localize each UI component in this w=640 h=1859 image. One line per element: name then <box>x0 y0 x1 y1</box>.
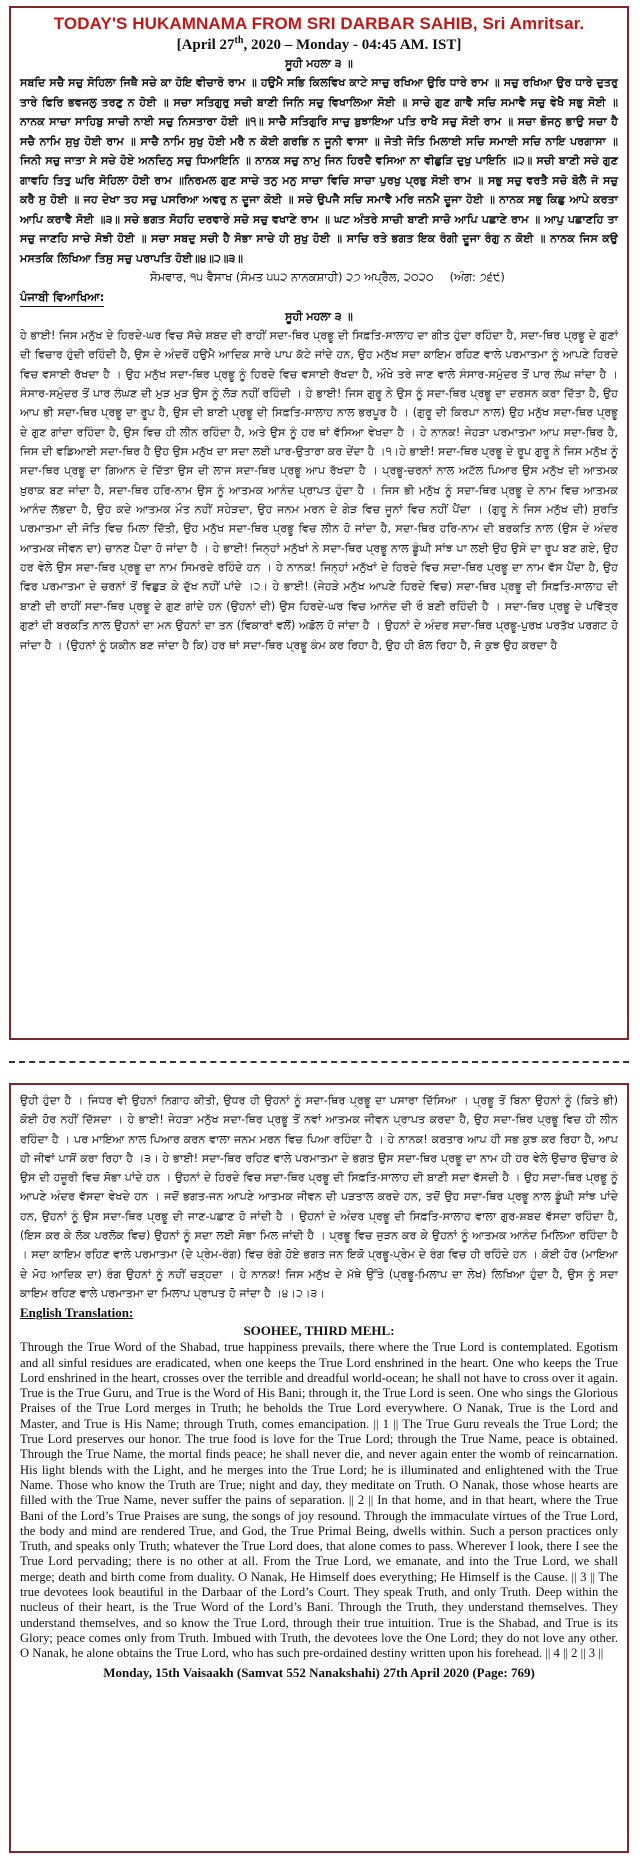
english-footer-date: Monday, 15th Vaisaakh (Samvat 552 Nanakshahi) 27th April 2020 (Page: 769) <box>103 1664 535 1680</box>
english-translation-text: Through the True Word of the Shabad, true happiness prevails, there where the True Lord is contemplated. Egotism and all sinful residues are eradicated, when one keeps the True Lord enshrined in the heart. One who keeps the True Lord enshrined in the heart, crosses over the terrible and dreadful world-ocean; he shall not have to cross over it again. True is the True Guru, and True is the Word of His Bani; through it, the True Lord is seen. One who sings the Glorious Praises of the True Lord merges in Truth; he beholds the True Lord everywhere. O Nanak, True is the Lord and Master, and True is His Name; through Truth, comes emancipation. || 1 || The True Guru reveals the True Lord; the True Lord preserves our honor. The true food is love for the True Lord; through the True Name, peace is obtained. Through the True Name, the mortal finds peace; he shall never die, and never again enter the womb of reincarnation. His light blends with the Light, and he merges into the True Lord; he is illuminated and enlightened with the True Name. Those who know the Truth are True; night and day, they meditate on Truth. O Nanak, those whose hearts are filled with the True Name, never suffer the pains of separation. || 2 || In that home, and in that heart, where the True Bani of the Lord’s True Praises are sung, the songs of joy resound. Through the immaculate virtues of the True Lord, the body and mind are rendered True, and God, the True Primal Being, dwells within. Such a person practices only Truth, and speaks only Truth; whatever the True Lord does, that alone comes to pass. Wherever I look, there I see the True Lord pervading; there is no other at all. From the True Lord, we emanate, and into the True Lord, we shall merge; death and birth come from duality. O Nanak, He Himself does everything; He Himself is the Cause. || 3 || The true devotees look beautiful in the Darbaar of the Lord’s Court. They speak Truth, and only Truth. Deep within the nucleus of their heart, is the True Word of the Lord’s Bani. Through the Truth, they understand themselves. They understand themselves, and so know the True Lord, through their true intuition. True is the Shabad, and True is its Glory; peace comes only from Truth. Imbued with Truth, the devotees love the One Lord; they do not love any other. O Nanak, he alone obtains the True Lord, who has such pre-ordained destiny written upon his forehead. || 4 || 2 || 3 || <box>20 1340 618 1661</box>
vyakhya-text-part2: ਉਹੀ ਹੁੰਦਾ ਹੈ । ਜਿਧਰ ਵੀ ਉਹਨਾਂ ਨਿਗਾਹ ਕੀਤੀ, ਉਧਰ ਹੀ ਉਹਨਾਂ ਨੂੰ ਸਦਾ-ਥਿਰ ਪ੍ਰਭੂ ਦਾ ਪਸਾਰਾ ਦਿੱਸਿਆ । ਪ੍ਰਭੂ ਤੋਂ ਬਿਨਾ ਉਹਨਾਂ ਨੂੰ (ਕਿਤੇ ਭੀ) ਕੋਈ ਹੋਰ ਨਹੀਂ ਦਿੱਸਦਾ । ਹੇ ਭਾਈ! ਜੇਹੜਾ ਮਨੁੱਖ ਸਦਾ-ਥਿਰ ਪ੍ਰਭੂ ਤੋਂ ਨਵਾਂ ਆਤਮਕ ਜੀਵਨ ਪ੍ਰਾਪਤ ਕਰਦਾ ਹੈ, ਉਹ ਸਦਾ-ਥਿਰ ਪ੍ਰਭੂ ਵਿਚ ਹੀ ਲੀਨ ਰਹਿੰਦਾ ਹੈ । ਪਰ ਮਾਇਆ ਨਾਲ ਪਿਆਰ ਕਰਨ ਵਾਲਾ ਜਨਮ ਮਰਨ ਵਿਚ ਪਿਆ ਰਹਿੰਦਾ ਹੈ । ਹੇ ਨਾਨਕ! ਕਰਤਾਰ ਆਪ ਹੀ ਸਭ ਕੁਝ ਕਰ ਰਿਹਾ ਹੈ, ਆਪ ਹੀ ਜੀਵਾਂ ਪਾਸੋਂ ਕਰਾ ਰਿਹਾ ਹੈ ।੩। ਹੇ ਭਾਈ! ਸਦਾ-ਥਿਰ ਰਹਿਣ ਵਾਲੇ ਪਰਮਾਤਮਾ ਦੇ ਭਗਤ ਉਸ ਸਦਾ-ਥਿਰ ਪ੍ਰਭੂ ਦਾ ਨਾਮ ਹੀ ਹਰ ਵੇਲੇ ਉਚਾਰ ਉਚਾਰ ਕੇ ਉਸ ਦੀ ਹਜ਼ੂਰੀ ਵਿਚ ਸੋਭਾ ਪਾਂਦੇ ਹਨ । ਉਹਨਾਂ ਦੇ ਹਿਰਦੇ ਵਿਚ ਸਦਾ-ਥਿਰ ਪ੍ਰਭੂ ਦੀ ਸਿਫ਼ਤਿ-ਸਾਲਾਹ ਦੀ ਬਾਣੀ ਸਦਾ ਵੱਸਦੀ ਹੈ । ਉਹ ਸਦਾ-ਥਿਰ ਪ੍ਰਭੂ ਨੂੰ ਆਪਣੇ ਅੰਦਰ ਵੱਸਦਾ ਵੇਖਦੇ ਹਨ । ਜਦੋਂ ਭਗਤ-ਜਨ ਆਪਣੇ ਆਤਮਕ ਜੀਵਨ ਦੀ ਪੜਤਾਲ ਕਰਦੇ ਹਨ, ਤਦੋਂ ਉਹ ਸਦਾ-ਥਿਰ ਪ੍ਰਭੂ ਨਾਲ ਡੂੰਘੀ ਸਾਂਝ ਪਾਂਦੇ ਹਨ, ਉਹਨਾਂ ਨੂੰ ਉਸ ਸਦਾ-ਥਿਰ ਪ੍ਰਭੂ ਦੀ ਜਾਣ-ਪਛਾਣ ਹੋ ਜਾਂਦੀ ਹੈ । ਉਹਨਾਂ ਦੇ ਅੰਦਰ ਪ੍ਰਭੂ ਦੀ ਸਿਫ਼ਤਿ-ਸਾਲਾਹ ਵਾਲਾ ਗੁਰ-ਸ਼ਬਦ ਵੱਸਦਾ ਰਹਿੰਦਾ ਹੈ, (ਇਸ ਕਰ ਕੇ ਲੋਕ ਪਰਲੋਕ ਵਿਚ) ਉਹਨਾਂ ਨੂੰ ਸਦਾ ਲਈ ਸੋਭਾ ਮਿਲ ਜਾਂਦੀ ਹੈ । ਪ੍ਰਭੂ ਵਿਚ ਜੁੜਨ ਕਰ ਕੇ ਉਹਨਾਂ ਨੂੰ ਆਤਮਕ ਆਨੰਦ ਮਿਲਿਆ ਰਹਿੰਦਾ ਹੈ । ਸਦਾ ਕਾਇਮ ਰਹਿਣ ਵਾਲੇ ਪਰਮਾਤਮਾ (ਦੇ ਪ੍ਰੇਮ-ਰੰਗ) ਵਿਚ ਰੰਗੇ ਹੋਏ ਭਗਤ ਜਨ ਇਕੋ ਪ੍ਰਭੂ-ਪ੍ਰੇਮ ਦੇ ਰੰਗ ਵਿਚ ਹੀ ਰਹਿੰਦੇ ਹਨ । ਕੋਈ ਹੋਰ (ਮਾਇਆ ਦੇ ਮੋਹ ਆਦਿਕ ਦਾ) ਰੰਗ ਉਹਨਾਂ ਨੂੰ ਨਹੀਂ ਚੜ੍ਹਦਾ । ਹੇ ਨਾਨਕ! ਜਿਸ ਮਨੁੱਖ ਦੇ ਮੱਥੇ ਉੱਤੇ (ਪ੍ਰਭੂ-ਮਿਲਾਪ ਦਾ ਲੇਖ) ਲਿਖਿਆ ਹੁੰਦਾ ਹੈ, ਉਸ ਨੂੰ ਸਦਾ ਕਾਇਮ ਰਹਿਣ ਵਾਲੇ ਪਰਮਾਤਮਾ ਦਾ ਮਿਲਾਪ ਪ੍ਰਾਪਤ ਹੋ ਜਾਂਦਾ ਹੈ ।੪।੨।੩। <box>20 1094 618 1300</box>
date-suffix: th <box>234 35 244 46</box>
samvat-date: ਸੋਮਵਾਰ, ੧੫ ਵੈਸਾਖ (ਸੰਮਤ ੫੫੨ ਨਾਨਕਸ਼ਾਹੀ) ੨੭ ਅਪ੍ਰੈਲ, ੨੦੨੦ <box>150 270 434 284</box>
shabad-text: ਸਬਦਿ ਸਚੈ ਸਚੁ ਸੋਹਿਲਾ ਜਿਥੈ ਸਚੇ ਕਾ ਹੋਇ ਵੀਚਾਰੋ ਰਾਮ ॥ ਹਉਮੈ ਸਭਿ ਕਿਲਵਿਖ ਕਾਟੇ ਸਾਚੁ ਰਖਿਆ ਉਰਿ ਧਾਰੇ ਰਾਮ ॥ ਸਚੁ ਰਖਿਆ ਉਰ ਧਾਰੇ ਦੁਤਰੁ ਤਾਰੇ ਫਿਰਿ ਭਵਜਲੁ ਤਰਣੁ ਨ ਹੋਈ ॥ ਸਚਾ ਸਤਿਗੁਰੁ ਸਚੀ ਬਾਣੀ ਜਿਨਿ ਸਚੁ ਵਿਖਾਲਿਆ ਸੋਈ ॥ ਸਾਚੇ ਗੁਣ ਗਾਵੈ ਸਚਿ ਸਮਾਵੈ ਸਚੁ ਵੇਖੈ ਸਭੁ ਸੋਈ ॥ ਨਾਨਕ ਸਾਚਾ ਸਾਹਿਬੁ ਸਾਚੀ ਨਾਈ ਸਚੁ ਨਿਸਤਾਰਾ ਹੋਈ ॥੧॥ ਸਾਚੈ ਸਤਿਗੁਰਿ ਸਾਚੁ ਬੁਝਾਇਆ ਪਤਿ ਰਾਖੈ ਸਚੁ ਸੋਈ ਰਾਮ ॥ ਸਚਾ ਭੋਜਨੁ ਭਾਉ ਸਚਾ ਹੈ ਸਚੈ ਨਾਮਿ ਸੁਖੁ ਹੋਈ ਰਾਮ ॥ ਸਾਚੈ ਨਾਮਿ ਸੁਖੁ ਹੋਈ ਮਰੈ ਨ ਕੋਈ ਗਰਭਿ ਨ ਜੂਨੀ ਵਾਸਾ ॥ ਜੋਤੀ ਜੋਤਿ ਮਿਲਾਈ ਸਚਿ ਸਮਾਈ ਸਚਿ ਨਾਇ ਪਰਗਾਸਾ ॥ ਜਿਨੀ ਸਚੁ ਜਾਤਾ ਸੇ ਸਚੇ ਹੋਏ ਅਨਦਿਨੁ ਸਚੁ ਧਿਆਇਨਿ ॥ ਨਾਨਕ ਸਚੁ ਨਾਮੁ ਜਿਨ ਹਿਰਦੈ ਵਸਿਆ ਨਾ ਵੀਛੁੜਿ ਦੁਖੁ ਪਾਇਨਿ ॥੨॥ ਸਚੀ ਬਾਣੀ ਸਚੇ ਗੁਣ ਗਾਵਹਿ ਤਿਤੁ ਘਰਿ ਸੋਹਿਲਾ ਹੋਈ ਰਾਮ ॥ਨਿਰਮਲ ਗੁਣ ਸਾਚੇ ਤਨੁ ਮਨੁ ਸਾਚਾ ਵਿਚਿ ਸਾਚਾ ਪੁਰਖੁ ਪ੍ਰਭੁ ਸੋਈ ਰਾਮ ॥ ਸਭੁ ਸਚੁ ਵਰਤੈ ਸਚੋ ਬੋਲੈ ਜੋ ਸਚੁ ਕਰੈ ਸੁ ਹੋਈ ॥ ਜਹ ਦੇਖਾ ਤਹ ਸਚੁ ਪਸਰਿਆ ਅਵਰੁ ਨ ਦੂਜਾ ਕੋਈ ॥ ਸਚੇ ਉਪਜੈ ਸਚਿ ਸਮਾਵੈ ਮਰਿ ਜਨਮੈ ਦੂਜਾ ਹੋਈ ॥ ਨਾਨਕ ਸਭੁ ਕਿਛੁ ਆਪੇ ਕਰਤਾ ਆਪਿ ਕਰਾਵੈ ਸੋਈ ॥੩॥ ਸਚੇ ਭਗਤ ਸੋਹਹਿ ਦਰਵਾਰੇ ਸਚੋ ਸਚੁ ਵਖਾਣੇ ਰਾਮ ॥ ਘਟ ਅੰਤਰੇ ਸਾਚੀ ਬਾਣੀ ਸਾਚੋ ਆਪਿ ਪਛਾਣੇ ਰਾਮ ॥ ਆਪੁ ਪਛਾਣਹਿ ਤਾ ਸਚੁ ਜਾਣਹਿ ਸਾਚੇ ਸੋਝੀ ਹੋਈ ॥ ਸਚਾ ਸਬਦੁ ਸਚੀ ਹੈ ਸੋਭਾ ਸਾਚੇ ਹੀ ਸੁਖੁ ਹੋਈ ॥ ਸਾਚਿ ਰਤੇ ਭਗਤ ਇਕ ਰੰਗੀ ਦੂਜਾ ਰੰਗੁ ਨ ਕੋਈ ॥ ਨਾਨਕ ਜਿਸ ਕਉ ਮਸਤਕਿ ਲਿਖਿਆ ਤਿਸੁ ਸਚੁ ਪਰਾਪਤਿ ਹੋਈ॥੪॥੨॥੩॥ <box>20 76 618 265</box>
vyakhya-text-part1: ਹੇ ਭਾਈ! ਜਿਸ ਮਨੁੱਖ ਦੇ ਹਿਰਦੇ-ਘਰ ਵਿਚ ਸੱਚੇ ਸ਼ਬਦ ਦੀ ਰਾਹੀਂ ਸਦਾ-ਥਿਰ ਪ੍ਰਭੂ ਦੀ ਸਿਫ਼ਤਿ-ਸਾਲਾਹ ਦਾ ਗੀਤ ਹੁੰਦਾ ਰਹਿੰਦਾ ਹੈ, ਸਦਾ-ਥਿਰ ਪ੍ਰਭੂ ਦੇ ਗੁਣਾਂ ਦੀ ਵਿਚਾਰ ਹੁੰਦੀ ਰਹਿੰਦੀ ਹੈ, ਉਸ ਦੇ ਅੰਦਰੋਂ ਹਉਮੈ ਆਦਿਕ ਸਾਰੇ ਪਾਪ ਕੱਟੇ ਜਾਂਦੇ ਹਨ, ਉਹ ਮਨੁੱਖ ਸਦਾ ਕਾਇਮ ਰਹਿਣ ਵਾਲੇ ਪਰਮਾਤਮਾ ਨੂੰ ਆਪਣੇ ਹਿਰਦੇ ਵਿਚ ਵਸਾਈ ਰੱਖਦਾ ਹੈ । ਉਹ ਮਨੁੱਖ ਸਦਾ-ਥਿਰ ਪ੍ਰਭੂ ਨੂੰ ਹਿਰਦੇ ਵਿਚ ਵਸਾਈ ਰੱਖਦਾ ਹੈ, ਔਖੇ ਤਰੇ ਜਾਣ ਵਾਲੇ ਸੰਸਾਰ-ਸਮੁੰਦਰ ਤੋਂ ਪਾਰ ਲੰਘ ਜਾਂਦਾ ਹੈ । ਸੰਸਾਰ-ਸਮੁੰਦਰ ਤੋਂ ਪਾਰ ਲੰਘਣ ਦੀ ਮੁੜ ਮੁੜ ਉਸ ਨੂੰ ਲੋੜ ਨਹੀਂ ਰਹਿੰਦੀ । ਹੇ ਭਾਈ! ਜਿਸ ਗੁਰੂ ਨੇ ਉਸ ਨੂੰ ਸਦਾ-ਥਿਰ ਪ੍ਰਭੂ ਦਾ ਦਰਸਨ ਕਰਾ ਦਿੱਤਾ ਹੈ, ਉਹ ਆਪ ਭੀ ਸਦਾ-ਥਿਰ ਪ੍ਰਭੂ ਦਾ ਰੂਪ ਹੈ, ਉਸ ਦੀ ਬਾਣੀ ਪ੍ਰਭੂ ਦੀ ਸਿਫ਼ਤਿ-ਸਾਲਾਹ ਨਾਲ ਭਰਪੂਰ ਹੈ । (ਗੁਰੂ ਦੀ ਕਿਰਪਾ ਨਾਲ) ਉਹ ਮਨੁੱਖ ਸਦਾ-ਥਿਰ ਪ੍ਰਭੂ ਦੇ ਗੁਣ ਗਾਂਦਾ ਰਹਿੰਦਾ ਹੈ, ਉਸ ਵਿਚ ਹੀ ਲੀਨ ਰਹਿੰਦਾ ਹੈ, ਅਤੇ ਉਸ ਨੂੰ ਹਰ ਥਾਂ ਵੱਸਿਆ ਵੇਖਦਾ ਹੈ । ਹੇ ਨਾਨਕ! ਜੇਹੜਾ ਪਰਮਾਤਮਾ ਆਪ ਸਦਾ-ਥਿਰ ਹੈ, ਜਿਸ ਦੀ ਵਡਿਆਈ ਸਦਾ-ਥਿਰ ਹੈ ਉਹ ਉਸ ਮਨੁੱਖ ਦਾ ਸਦਾ ਲਈ ਪਾਰ-ਉਤਾਰਾ ਕਰ ਦੇਂਦਾ ਹੈ ।੧।ਹੇ ਭਾਈ! ਸਦਾ-ਥਿਰ ਪ੍ਰਭੂ ਦੇ ਰੂਪ ਗੁਰੂ ਨੇ ਜਿਸ ਮਨੁੱਖ ਨੂੰ ਸਦਾ-ਥਿਰ ਪ੍ਰਭੂ ਦਾ ਗਿਆਨ ਦੇ ਦਿੱਤਾ ਉਸ ਦੀ ਲਾਜ ਸਦਾ-ਥਿਰ ਪ੍ਰਭੂ ਆਪ ਰੱਖਦਾ ਹੈ । ਪ੍ਰਭੂ-ਚਰਨਾਂ ਨਾਲ ਅਟੱਲ ਪਿਆਰ ਉਸ ਮਨੁੱਖ ਦੀ ਆਤਮਕ ਖ਼ੁਰਾਕ ਬਣ ਜਾਂਦਾ ਹੈ, ਸਦਾ-ਥਿਰ ਹਰਿ-ਨਾਮ ਉਸ ਨੂੰ ਆਤਮਕ ਆਨੰਦ ਪ੍ਰਾਪਤ ਹੁੰਦਾ ਹੈ । ਜਿਸ ਭੀ ਮਨੁੱਖ ਨੂੰ ਸਦਾ-ਥਿਰ ਪ੍ਰਭੂ ਦੇ ਨਾਮ ਵਿਚ ਆਤਮਕ ਆਨੰਦ ਲੱਭਦਾ ਹੈ, ਉਹ ਕਦੇ ਆਤਮਕ ਮੌਤ ਨਹੀਂ ਸਹੇੜਦਾ, ਉਹ ਜਨਮ ਮਰਨ ਦੇ ਗੇੜ ਵਿਚ ਜੂਨਾਂ ਵਿਚ ਨਹੀਂ ਪੈਂਦਾ । (ਗੁਰੂ ਨੇ ਜਿਸ ਮਨੁੱਖ ਦੀ) ਸੁਰਤਿ ਪਰਮਾਤਮਾ ਦੀ ਜੋਤਿ ਵਿਚ ਮਿਲਾ ਦਿੱਤੀ, ਉਹ ਮਨੁੱਖ ਸਦਾ-ਥਿਰ ਪ੍ਰਭੂ ਵਿਚ ਲੀਨ ਹੋ ਜਾਂਦਾ ਹੈ, ਸਦਾ-ਥਿਰ ਹਰਿ-ਨਾਮ ਦੀ ਬਰਕਤਿ ਨਾਲ (ਉਸ ਦੇ ਅੰਦਰ ਆਤਮਕ ਜੀਵਨ ਦਾ) ਚਾਨਣ ਪੈਦਾ ਹੋ ਜਾਂਦਾ ਹੈ । ਹੇ ਭਾਈ! ਜਿਨ੍ਹਾਂ ਮਨੁੱਖਾਂ ਨੇ ਸਦਾ-ਥਿਰ ਪ੍ਰਭੂ ਨਾਲ ਡੂੰਘੀ ਸਾਂਝ ਪਾ ਲਈ ਉਹ ਉਸੇ ਦਾ ਰੂਪ ਬਣ ਗਏ, ਉਹ ਹਰ ਵੇਲੇ ਉਸ ਸਦਾ-ਥਿਰ ਪ੍ਰਭੂ ਦਾ ਨਾਮ ਸਿਮਰਦੇ ਰਹਿੰਦੇ ਹਨ । ਹੇ ਨਾਨਕ! ਜਿਨ੍ਹਾਂ ਮਨੁੱਖਾਂ ਦੇ ਹਿਰਦੇ ਵਿਚ ਸਦਾ-ਥਿਰ ਪ੍ਰਭੂ ਦਾ ਨਾਮ ਵੱਸ ਪੈਂਦਾ ਹੈ, ਉਹ ਫਿਰ ਪਰਮਾਤਮਾ ਦੇ ਚਰਨਾਂ ਤੋਂ ਵਿਛੁੜ ਕੇ ਦੁੱਖ ਨਹੀਂ ਪਾਂਦੇ ।੨। ਹੇ ਭਾਈ! (ਜੇਹੜੇ ਮਨੁੱਖ ਆਪਣੇ ਹਿਰਦੇ ਵਿਚ) ਸਦਾ-ਥਿਰ ਪ੍ਰਭੂ ਦੀ ਸਿਫ਼ਤਿ-ਸਾਲਾਹ ਦੀ ਬਾਣੀ ਦੀ ਰਾਹੀਂ ਸਦਾ-ਥਿਰ ਪ੍ਰਭੂ ਦੇ ਗੁਣ ਗਾਂਦੇ ਹਨ (ਉਹਨਾਂ ਦੀ) ਉਸ ਹਿਰਦੇ-ਘਰ ਵਿਚ ਆਨੰਦ ਦੀ ਰੌ ਬਣੀ ਰਹਿੰਦੀ ਹੈ । ਸਦਾ-ਥਿਰ ਪ੍ਰਭੂ ਦੇ ਪਵਿੱਤ੍ਰ ਗੁਣਾਂ ਦੀ ਬਰਕਤਿ ਨਾਲ ਉਹਨਾਂ ਦਾ ਮਨ ਉਹਨਾਂ ਦਾ ਤਨ (ਵਿਕਾਰਾਂ ਵਲੋਂ) ਅਡੋਲ ਹੋ ਜਾਂਦਾ ਹੈ । ਉਹਨਾਂ ਦੇ ਅੰਦਰ ਸਦਾ-ਥਿਰ ਪ੍ਰਭੂ-ਪੁਰਖ ਪਰਤੱਖ ਪਰਗਟ ਹੋ ਜਾਂਦਾ ਹੈ । (ਉਹਨਾਂ ਨੂੰ ਯਕੀਨ ਬਣ ਜਾਂਦਾ ਹੈ ਕਿ) ਹਰ ਥਾਂ ਸਦਾ-ਥਿਰ ਪ੍ਰਭੂ ਕੰਮ ਕਰ ਰਿਹਾ ਹੈ, ਉਹ ਹੀ ਬੋਲ ਰਿਹਾ ਹੈ, ਜੋ ਕੁਝ ਉਹ ਕਰਦਾ ਹੈ <box>20 329 618 652</box>
hukamnama-panel-gurmukhi <box>9 6 629 1040</box>
date-line <box>20 35 618 54</box>
date-pre: [April 27 <box>176 37 235 53</box>
vyakhya-raag-heading: ਸੂਹੀ ਮਹਲਾ ੩ ॥ <box>285 310 353 323</box>
hukamnama-panel-translation <box>9 1083 629 1853</box>
punjabi-vyakhya-label: ਪੰਜਾਬੀ ਵਿਆਖਿਆ: <box>20 288 104 307</box>
ang-number: (ਅੰਗ: ੭੬੯) <box>449 270 505 284</box>
samvat-line <box>150 268 618 286</box>
page-title: TODAY'S HUKAMNAMA FROM SRI DARBAR SAHIB, Sri Amritsar. <box>53 14 585 33</box>
page-divider <box>9 1061 629 1063</box>
date-post: , 2020 – Monday - 04:45 AM. IST] <box>243 37 462 53</box>
raag-heading: ਸੂਹੀ ਮਹਲਾ ੩ ॥ <box>285 57 353 70</box>
english-heading: SOOHEE, THIRD MEHL: <box>243 1323 395 1339</box>
english-translation-label: English Translation: <box>20 1305 134 1321</box>
